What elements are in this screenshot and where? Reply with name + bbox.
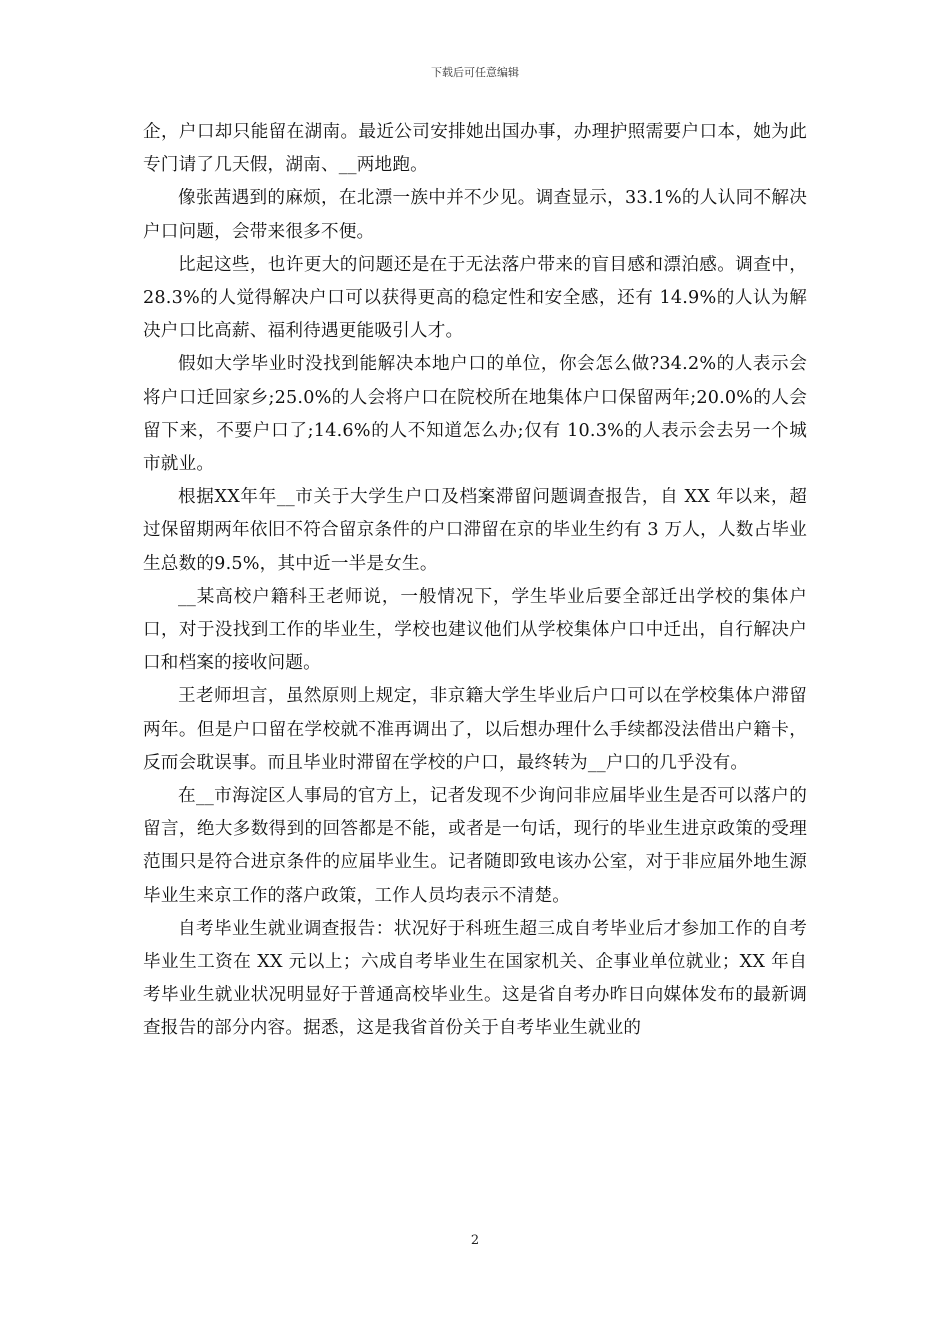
paragraph-8: 在__市海淀区人事局的官方上，记者发现不少询问非应届毕业生是否可以落户的留言，绝大多数得到的回答都是不能，或者是一句话，现行的毕业生进京政策的受理范围只是符合进京条件的应届毕业生。记者随即致电该办公室，对于非应届外地生源毕业生来京工作的落户政策，工作人员均表示不清楚。 bbox=[143, 786, 807, 906]
paragraph-1: 企，户口却只能留在湖南。最近公司安排她出国办事，办理护照需要户口本，她为此专门请了几天假，湖南、__两地跑。 bbox=[143, 122, 807, 176]
paragraph-4: 假如大学毕业时没找到能解决本地户口的单位，你会怎么做?34.2%的人表示会将户口迁回家乡;25.0%的人会将户口在院校所在地集体户口保留两年;20.0%的人会留下来，不要户口了;14.6%的人不知道怎么办;仅有 10.3%的人表示会去另一个城市就业。 bbox=[143, 354, 807, 475]
paragraph-5: 根据XX年年__市关于大学生户口及档案滞留问题调查报告，自 XX 年以来，超过保留期两年依旧不符合留京条件的户口滞留在京的毕业生约有 3 万人，人数占毕业生总数的9.5%，其中近一半是女生。 bbox=[143, 487, 807, 574]
page-header: 下载后可任意编辑 bbox=[431, 66, 519, 79]
paragraph-6: __某高校户籍科王老师说，一般情况下，学生毕业后要全部迁出学校的集体户口，对于没找到工作的毕业生，学校也建议他们从学校集体户口中迁出，自行解决户口和档案的接收问题。 bbox=[143, 586, 807, 674]
document-body bbox=[143, 116, 807, 1046]
paragraph-2: 像张茜遇到的麻烦，在北漂一族中并不少见。调查显示，33.1%的人认同不解决户口问题，会带来很多不便。 bbox=[143, 188, 807, 242]
paragraph-3: 比起这些，也许更大的问题还是在于无法落户带来的盲目感和漂泊感。调查中，28.3%的人觉得解决户口可以获得更高的稳定性和安全感，还有 14.9%的人认为解决户口比高薪、福利待遇更能吸引人才。 bbox=[143, 254, 807, 342]
paragraph-9: 自考毕业生就业调查报告：状况好于科班生超三成自考毕业后才参加工作的自考毕业生工资在 XX 元以上；六成自考毕业生在国家机关、企事业单位就业；XX 年自考毕业生就业状况明显好于普通高校毕业生。这是省自考办昨日向媒体发布的最新调查报告的部分内容。据悉，这是我省首份关于自考毕业生就业的 bbox=[143, 918, 807, 1039]
paragraph-7: 王老师坦言，虽然原则上规定，非京籍大学生毕业后户口可以在学校集体户滞留两年。但是户口留在学校就不准再调出了，以后想办理什么手续都没法借出户籍卡，反而会耽误事。而且毕业时滞留在学校的户口，最终转为__户口的几乎没有。 bbox=[143, 686, 807, 773]
page-number: 2 bbox=[470, 1233, 480, 1248]
